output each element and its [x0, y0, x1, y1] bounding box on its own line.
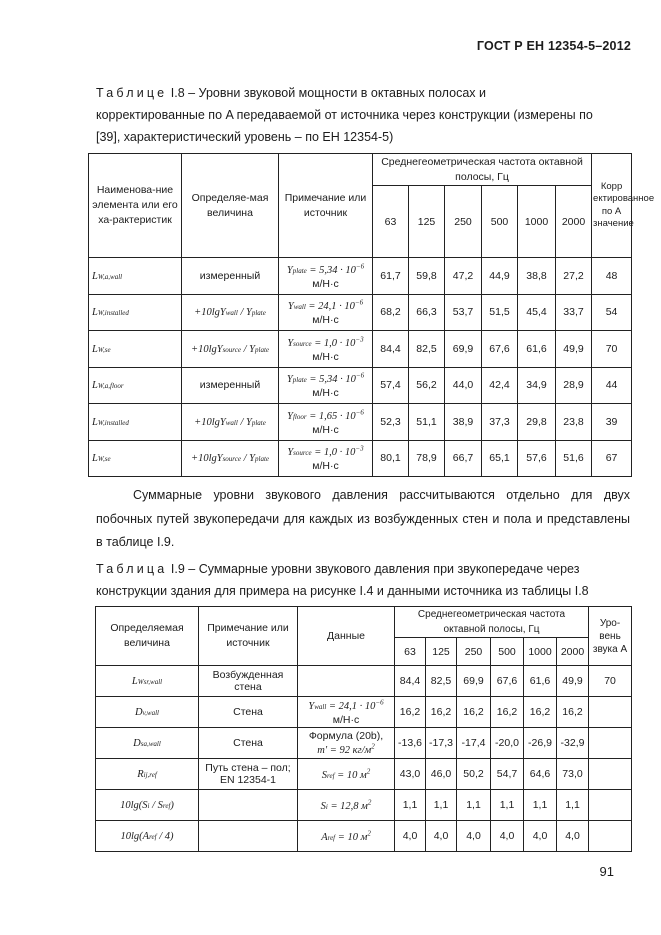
formula-part: = 1,0 · 10 [311, 337, 356, 349]
note-unit: м/Н·с [312, 314, 339, 326]
value-cell: 59,8 [409, 258, 445, 295]
formula-part: Y [287, 337, 294, 349]
caption-text: [39], характеристический уровень – по ЕН 12354-5) [96, 130, 394, 144]
header-note: Примечание или источник [279, 154, 373, 258]
header-frequency: 2000 [557, 638, 589, 666]
formula-part: +10lgY [190, 453, 223, 465]
element-cell [89, 367, 182, 404]
quantity-cell [96, 759, 199, 790]
formula-sub: source [222, 345, 241, 354]
value-cell: 84,4 [373, 331, 409, 368]
table-row [96, 759, 632, 790]
header-level: Уро-вень звука A [589, 607, 632, 666]
formula-sub: wall [314, 702, 327, 711]
formula-exp: −6 [375, 698, 384, 707]
header-quantity: Определяемая величина [96, 607, 199, 666]
value-cell: 28,9 [556, 367, 592, 404]
total-cell: 67 [592, 440, 632, 477]
table-row [96, 728, 632, 759]
formula-part: S [321, 769, 328, 781]
formula-part: / Y [237, 307, 252, 319]
table-caption [96, 558, 630, 602]
symbol-main: D [133, 738, 141, 749]
symbol-main: D [135, 707, 143, 718]
formula-part: Y [287, 410, 293, 422]
formula-part: = 24,1 · 10 [305, 301, 355, 312]
value-cell: 66,3 [409, 294, 445, 331]
formula-part: = 1,65 · 10 [306, 410, 356, 422]
formula-exp: −6 [355, 408, 364, 416]
symbol-sub: v,wall [142, 709, 159, 717]
value-cell: 38,8 [518, 258, 556, 295]
value-cell: 4,0 [524, 821, 557, 852]
quantity-formula [194, 417, 266, 428]
symbol-main: R [137, 769, 144, 780]
formula-part: = 24,1 · 10 [326, 700, 376, 712]
header-data: Данные [298, 607, 395, 666]
quantity-symbol [133, 738, 161, 749]
symbol-main: L [92, 343, 98, 355]
formula-part: Y [286, 374, 293, 385]
formula-sub: wall [225, 418, 238, 427]
note-cell: Стена [199, 697, 298, 728]
quantity-formula [194, 307, 266, 318]
caption-text: I.8 – Уровни звуковой мощности в октавных полосах и [170, 86, 486, 100]
caption-text: I.9 – Суммарные уровни звукового давления при звукопередаче через [170, 562, 580, 576]
quantity-cell [182, 294, 279, 331]
formula-exp: −3 [355, 335, 364, 343]
quantity-cell [182, 258, 279, 295]
quantity-cell [182, 331, 279, 368]
table-row [89, 331, 632, 368]
value-cell: 66,7 [445, 440, 482, 477]
header-frequency: 63 [373, 186, 409, 258]
note-unit: м/Н·с [312, 460, 339, 472]
formula-part: Y [287, 447, 294, 458]
value-cell: 1,1 [426, 790, 457, 821]
note-cell [279, 294, 373, 331]
formula-part: = 5,34 · 10 [306, 374, 356, 385]
quantity-symbol [120, 831, 173, 842]
value-cell: 67,6 [491, 666, 524, 697]
formula-part: A [321, 831, 328, 843]
total-cell [589, 697, 632, 728]
header-octave: Среднегеометрическая частота октавной полосы, Гц [373, 154, 592, 186]
value-cell: 34,9 [518, 367, 556, 404]
formula-sub: plate [251, 418, 266, 427]
formula-sub: wall [293, 303, 306, 311]
header-octave: Среднегеометрическая частота октавной полосы, Гц [395, 607, 589, 638]
value-cell: 78,9 [409, 440, 445, 477]
quantity-cell [96, 728, 199, 759]
symbol-sub: ref [149, 833, 157, 841]
symbol-main: 10lg(A [120, 831, 150, 842]
note-cell [279, 440, 373, 477]
total-cell: 39 [592, 404, 632, 441]
element-cell [89, 404, 182, 441]
value-cell: 61,7 [373, 258, 409, 295]
symbol-main: L [92, 416, 98, 428]
formula-exp: 2 [366, 767, 371, 776]
table-row [89, 294, 632, 331]
quantity-cell [96, 821, 199, 852]
quantity-cell [182, 404, 279, 441]
note-unit: м/Н·с [312, 277, 339, 290]
value-cell: 4,0 [491, 821, 524, 852]
data-cell [298, 759, 395, 790]
quantity-cell [182, 367, 279, 404]
symbol-sub: W,installed [97, 418, 129, 427]
header-element: Наименова-ние элемента или его ха-рактеристик [89, 154, 182, 258]
symbol-sub: Wsr,wall [137, 678, 163, 686]
header-frequency: 125 [409, 186, 445, 258]
formula-part: Y [287, 301, 294, 312]
value-cell: 82,5 [426, 666, 457, 697]
header-quantity: Определяе-мая величина [182, 154, 279, 258]
symbol-part: / S [149, 800, 163, 811]
note-cell: Стена [199, 728, 298, 759]
formula-exp: 2 [367, 798, 372, 807]
value-cell: 50,2 [457, 759, 491, 790]
element-cell [89, 294, 182, 331]
quantity-symbol [135, 707, 159, 718]
formula-part: m' = 92 кг/м [317, 744, 372, 756]
quantity-symbol [132, 676, 162, 687]
total-cell [589, 759, 632, 790]
caption-label: Таблице [96, 86, 168, 100]
element-cell [89, 440, 182, 477]
element-symbol [92, 344, 111, 355]
note-cell [279, 258, 373, 295]
note-cell [279, 367, 373, 404]
formula-sub: source [293, 339, 312, 348]
symbol-part: ) [170, 800, 174, 811]
quantity-text: измеренный [199, 379, 261, 392]
symbol-sub: i [147, 802, 150, 810]
page-number: 91 [599, 864, 614, 879]
data-cell [298, 728, 395, 759]
formula-part: +10lgY [190, 343, 223, 355]
total-cell: 48 [592, 258, 632, 295]
value-cell: 54,7 [491, 759, 524, 790]
note-formula [286, 262, 365, 276]
formula-part: Y [308, 700, 315, 712]
value-cell: 69,9 [457, 666, 491, 697]
element-symbol [92, 453, 111, 464]
table-row [96, 697, 632, 728]
note-formula [287, 444, 364, 458]
table-row [89, 258, 632, 295]
symbol-part: / 4) [156, 831, 174, 842]
table-row [96, 821, 632, 852]
data-cell [298, 821, 395, 852]
value-cell: -13,6 [395, 728, 426, 759]
value-cell: 23,8 [556, 404, 592, 441]
formula-part: +10lgY [194, 307, 226, 319]
value-cell: -26,9 [524, 728, 557, 759]
formula-exp: −3 [355, 444, 364, 453]
symbol-main: L [92, 380, 98, 392]
value-cell: 29,8 [518, 404, 556, 441]
value-cell: 33,7 [556, 294, 592, 331]
value-cell: 16,2 [524, 697, 557, 728]
value-cell: 47,2 [445, 258, 482, 295]
formula-part: / Y [240, 343, 255, 355]
header-frequency: 63 [395, 638, 426, 666]
formula-part: / Y [240, 453, 255, 465]
total-cell [589, 790, 632, 821]
data-formula [317, 742, 375, 756]
formula-sub: ref [327, 833, 336, 842]
quantity-cell [96, 790, 199, 821]
header-corrected: Корр ектированное по A значение [592, 154, 632, 258]
data-formula [308, 698, 384, 712]
element-cell [89, 258, 182, 295]
note-formula [286, 371, 365, 385]
formula-sub: wall [225, 309, 238, 318]
total-cell: 44 [592, 367, 632, 404]
value-cell: 1,1 [524, 790, 557, 821]
quantity-cell [96, 666, 199, 697]
formula-exp: −6 [354, 298, 364, 307]
data-cell [298, 666, 395, 697]
value-cell: 1,1 [395, 790, 426, 821]
header-frequency: 500 [491, 638, 524, 666]
element-cell [89, 331, 182, 368]
value-cell: -32,9 [557, 728, 589, 759]
note-unit: м/Н·с [312, 350, 339, 363]
caption-label: Таблица [96, 562, 168, 576]
element-symbol [92, 380, 124, 391]
header-frequency: 1000 [524, 638, 557, 666]
value-cell: 61,6 [518, 331, 556, 368]
header-frequency: 500 [482, 186, 518, 258]
note-cell: Возбужденная стена [199, 666, 298, 697]
value-cell: 56,2 [409, 367, 445, 404]
formula-part: = 10 м [335, 831, 368, 843]
symbol-main: L [92, 453, 98, 465]
value-cell: 64,6 [524, 759, 557, 790]
value-cell: 69,9 [445, 331, 482, 368]
symbol-main: 10lg(S [120, 800, 148, 811]
formula-part: = 10 м [334, 769, 367, 781]
data-formula [320, 798, 372, 812]
table-caption [96, 82, 630, 148]
quantity-symbol [137, 769, 157, 780]
note-unit: м/Н·с [312, 387, 339, 399]
value-cell: 42,4 [482, 367, 518, 404]
value-cell: 43,0 [395, 759, 426, 790]
quantity-symbol [120, 800, 174, 811]
formula-sub: plate [292, 376, 307, 384]
formula-sub: floor [292, 412, 307, 421]
value-cell: 46,0 [426, 759, 457, 790]
quantity-formula [191, 453, 269, 464]
formula-exp: −6 [355, 371, 365, 380]
formula-sub: source [222, 455, 241, 464]
value-cell: 51,5 [482, 294, 518, 331]
caption-text: конструкции здания для примера на рисунке I.4 и данными источника из таблицы I.8 [96, 584, 589, 598]
element-symbol [92, 307, 129, 318]
value-cell: 49,9 [557, 666, 589, 697]
value-cell: -17,4 [457, 728, 491, 759]
value-cell: -20,0 [491, 728, 524, 759]
document-header: ГОСТ Р ЕН 12354-5–2012 [476, 39, 631, 53]
symbol-main: L [131, 676, 138, 687]
symbol-sub: W,a,wall [97, 272, 123, 281]
value-cell: 45,4 [518, 294, 556, 331]
data-cell [298, 697, 395, 728]
value-cell: 1,1 [557, 790, 589, 821]
header-frequency: 125 [426, 638, 457, 666]
formula-part: Y [286, 264, 293, 276]
symbol-main: L [92, 270, 98, 282]
data-formula [321, 767, 371, 781]
value-cell: 1,1 [457, 790, 491, 821]
value-cell: 53,7 [445, 294, 482, 331]
sound-power-table [88, 153, 655, 477]
formula-part: S [320, 800, 326, 812]
formula-part: = 5,34 · 10 [306, 264, 356, 276]
value-cell: 38,9 [445, 404, 482, 441]
formula-sub: plate [255, 455, 269, 464]
value-cell: 67,6 [482, 331, 518, 368]
value-cell: -17,3 [426, 728, 457, 759]
value-cell: 65,1 [482, 440, 518, 477]
value-cell: 4,0 [426, 821, 457, 852]
formula-sub: plate [251, 309, 266, 318]
value-cell: 4,0 [395, 821, 426, 852]
header-frequency: 250 [445, 186, 482, 258]
total-pressure-table [95, 606, 632, 852]
formula-sub: plate [292, 266, 307, 275]
table-row [89, 367, 632, 404]
caption-text: корректированные по A передаваемой от источника через конструкции (измерены по [96, 108, 593, 122]
value-cell: 51,1 [409, 404, 445, 441]
element-symbol [92, 271, 122, 282]
value-cell: 80,1 [373, 440, 409, 477]
total-cell: 54 [592, 294, 632, 331]
symbol-main: L [92, 307, 98, 319]
formula-part: +10lgY [194, 416, 226, 428]
formula-exp: 2 [371, 742, 375, 751]
table-row [96, 666, 632, 697]
value-cell: 44,9 [482, 258, 518, 295]
value-cell: 68,2 [373, 294, 409, 331]
note-cell [279, 331, 373, 368]
formula-part: = 12,8 м [327, 800, 368, 812]
table-row [89, 440, 632, 477]
symbol-sub: ref [162, 802, 171, 810]
header-note: Примечание или источник [199, 607, 298, 666]
value-cell: 57,4 [373, 367, 409, 404]
value-cell: 84,4 [395, 666, 426, 697]
formula-sub: source [293, 449, 312, 457]
symbol-sub: sa,wall [140, 740, 161, 748]
quantity-text: измеренный [199, 269, 261, 282]
formula-part: / Y [237, 416, 252, 428]
quantity-formula [191, 344, 269, 355]
paragraph: Суммарные уровни звукового давления рассчитываются отдельно для двух побочных путей звукопередачи для каждых из возбужденных стен и пола и представлены в таблице I.9. [96, 488, 630, 549]
value-cell: 61,6 [524, 666, 557, 697]
value-cell: 1,1 [491, 790, 524, 821]
symbol-sub: W,a,floor [97, 382, 124, 391]
formula-sub: i [325, 802, 328, 811]
value-cell: 16,2 [557, 697, 589, 728]
note-unit: м/Н·с [312, 423, 339, 436]
total-cell: 70 [589, 666, 632, 697]
quantity-cell [182, 440, 279, 477]
element-symbol [92, 417, 129, 428]
value-cell: 16,2 [426, 697, 457, 728]
total-cell [589, 821, 632, 852]
note-formula [287, 408, 364, 422]
value-cell: 4,0 [457, 821, 491, 852]
note-cell: Путь стена – пол; EN 12354-1 [199, 759, 298, 790]
formula-exp: −6 [355, 262, 365, 270]
value-cell: 44,0 [445, 367, 482, 404]
value-cell: 16,2 [491, 697, 524, 728]
symbol-sub: ij,ref [143, 771, 157, 779]
symbol-sub: W,se [97, 455, 111, 464]
value-cell: 57,6 [518, 440, 556, 477]
value-cell: 82,5 [409, 331, 445, 368]
value-cell: 4,0 [557, 821, 589, 852]
header-frequency: 250 [457, 638, 491, 666]
quantity-cell [96, 697, 199, 728]
value-cell: 16,2 [457, 697, 491, 728]
data-cell [298, 790, 395, 821]
formula-part: = 1,0 · 10 [311, 447, 356, 458]
header-frequency: 1000 [518, 186, 556, 258]
total-cell: 70 [592, 331, 632, 368]
data-text: Формула (20b), [308, 730, 384, 743]
formula-sub: plate [255, 345, 269, 354]
table-row [89, 404, 632, 441]
data-unit: м/Н·с [332, 713, 360, 726]
value-cell: 51,6 [556, 440, 592, 477]
note-formula [287, 335, 364, 349]
value-cell: 73,0 [557, 759, 589, 790]
symbol-sub: W,se [97, 345, 111, 354]
total-cell [589, 728, 632, 759]
data-formula [321, 829, 371, 843]
note-cell [279, 404, 373, 441]
note-cell [199, 821, 298, 852]
header-frequency: 2000 [556, 186, 592, 258]
table-row [96, 790, 632, 821]
note-cell [199, 790, 298, 821]
note-formula [287, 298, 364, 312]
value-cell: 27,2 [556, 258, 592, 295]
value-cell: 49,9 [556, 331, 592, 368]
formula-sub: ref [327, 771, 335, 780]
formula-exp: 2 [367, 829, 371, 838]
value-cell: 52,3 [373, 404, 409, 441]
value-cell: 37,3 [482, 404, 518, 441]
value-cell: 16,2 [395, 697, 426, 728]
symbol-sub: W,installed [97, 309, 129, 318]
